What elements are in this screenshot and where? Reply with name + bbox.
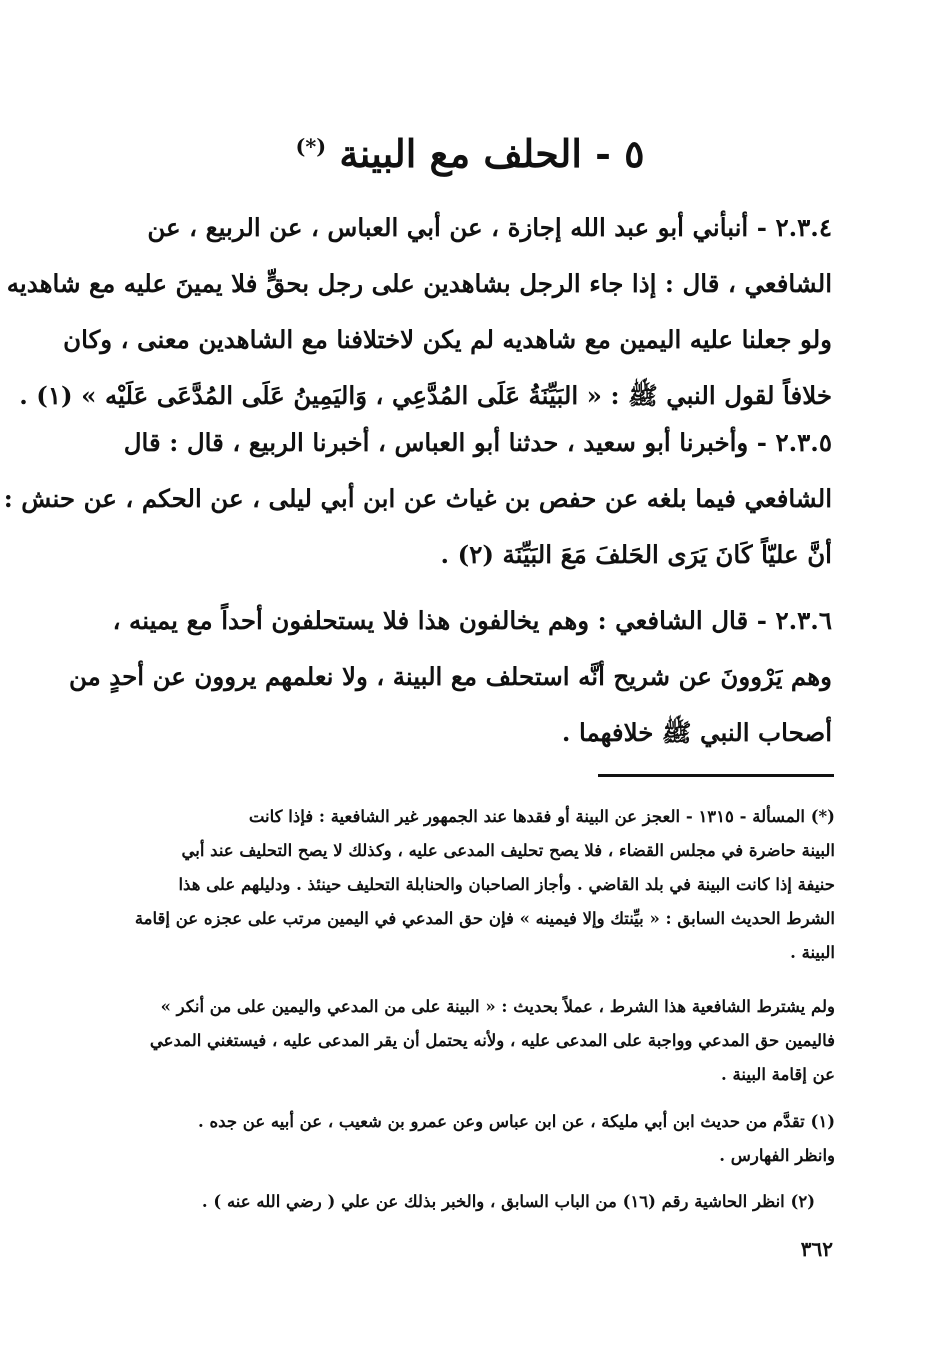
paragraph-line: ٢.٣.٤ - أنبأني أبو عبد الله إجازة ، عن أبي العباس ، عن الربيع ، عن (147, 213, 832, 242)
section-title (0, 128, 940, 180)
footnote-2 (80, 1185, 815, 1219)
paragraph-line: أنَّ عليّاً كَانَ يَرَى الحَلفَ مَعَ البَيِّنَة (٢) . (440, 540, 832, 569)
footnote-1 (100, 1105, 835, 1173)
footnote-line: البينة حاضرة في مجلس القضاء ، فلا يصح تحليف المدعى عليه ، وكذلك لا يصح التحليف عند أبي (181, 841, 835, 860)
footnote-line: الشرط الحديث السابق : « بيِّنتك وإلا فيمينه » فإن حق المدعي في اليمين مرتب على عجزه عن إقامة (134, 909, 835, 928)
footnote-line: ولم يشترط الشافعية هذا الشرط ، عملاً بحديث : « البينة على من المدعي واليمين على من أنكر » (160, 997, 835, 1016)
paragraph-line: ٢.٣.٥ - وأخبرنا أبو سعيد ، حدثنا أبو العباس ، أخبرنا الربيع ، قال : قال (123, 428, 832, 457)
footnote-star (100, 800, 835, 970)
footnote-separator (598, 774, 834, 777)
paragraph-line: وهم يَرْوونَ عن شريح أنَّه استحلف مع البينة ، ولا نعلمهم يروون عن أحدٍ من (68, 662, 832, 691)
footnote-line: (*) المسألة - ١٣١٥ - العجز عن البينة أو فقدها عند الجمهور غير الشافعية : فإذا كانت (248, 807, 835, 826)
section-title-text: ٥ - الحلف مع البينة (339, 131, 645, 176)
paragraph-line: خلافاً لقول النبي ﷺ : « البَيِّنَةُ عَلَى المُدَّعِي ، وَاليَمِينُ عَلَى المُدَّعَى عَلَيْه » (١) . (19, 381, 832, 410)
paragraph-line: أصحاب النبي ﷺ خلافهما . (561, 718, 832, 747)
footnote-line: وانظر الفهارس . (719, 1146, 835, 1165)
footnote-line: حنيفة إذا كانت البينة في بلد القاضي . وأجاز الصاحبان والحنابلة التحليف حينئذ . ودليلهم على هذا (178, 875, 835, 894)
page-number: ٣٦٢ (800, 1237, 833, 1261)
paragraph-line: ولو جعلنا عليه اليمين مع شاهديه لم يكن لاختلافنا مع الشاهدين معنى ، وكان (63, 325, 832, 354)
footnote-line: (١) تقدَّم من حديث ابن أبي مليكة ، عن ابن عباس وعن عمرو بن شعيب ، عن أبيه عن جده . (198, 1112, 835, 1131)
paragraph-2-3-4 (6, 200, 832, 424)
paragraph-line: ٢.٣.٦ - قال الشافعي : وهم يخالفون هذا فلا يستحلفون أحداً مع يمينه ، (112, 606, 832, 635)
paragraph-2-3-6 (68, 593, 832, 761)
paragraph-line: الشافعي فيما بلغه عن حفص بن غياث عن ابن أبي ليلى ، عن الحكم ، عن حنش : (3, 484, 832, 513)
footnote-condition (100, 990, 835, 1092)
footnote-line: عن إقامة البينة . (721, 1065, 835, 1084)
footnote-line: البينة . (790, 943, 835, 962)
footnote-line: فاليمين حق المدعي وواجبة على المدعى عليه ، ولأنه يحتمل أن يقر المدعى عليه ، فيستغني المدعي (149, 1031, 835, 1050)
paragraph-2-3-5 (3, 415, 832, 583)
footnote-line: (٢) انظر الحاشية رقم (١٦) من الباب السابق ، والخبر بذلك عن علي ( رضي الله عنه ) . (201, 1192, 815, 1211)
paragraph-line: الشافعي ، قال : إذا جاء الرجل بشاهدين على رجل بحقٍّ فلا يمينَ عليه مع شاهديه (6, 269, 832, 298)
section-title-marker: (*) (295, 133, 327, 159)
